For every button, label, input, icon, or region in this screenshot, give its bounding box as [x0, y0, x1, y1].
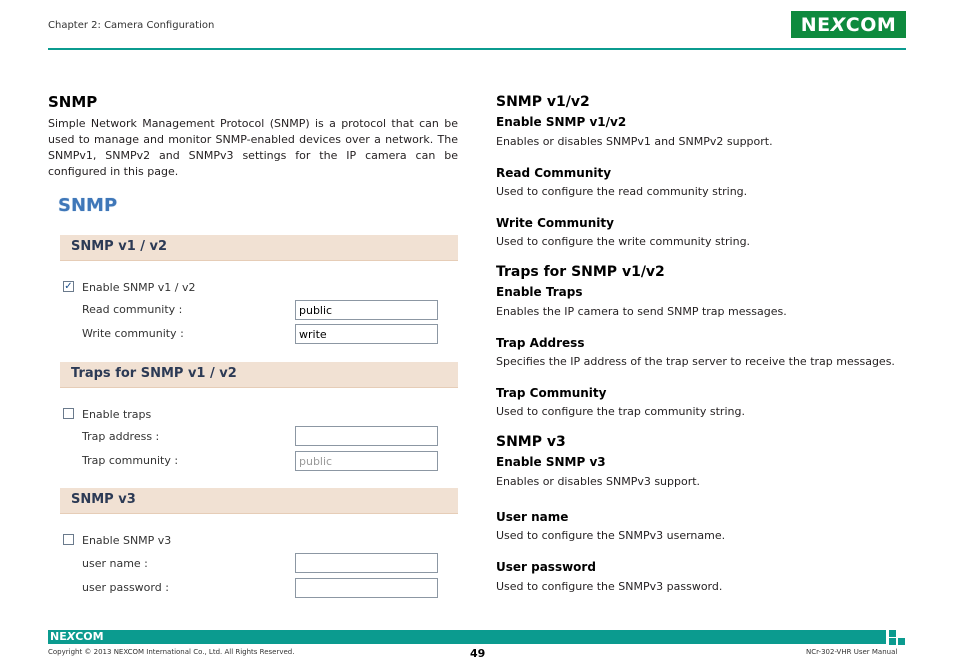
section-header-snmp-v3: SNMP v3	[60, 488, 458, 514]
intro-paragraph: Simple Network Management Protocol (SNMP) is a protocol that can be used to manage and monitor SNMP-enabled devices over a network. The SNMPv1, SNMPv2 and SNMPv3 settings for the IP camera can be configured in this page.	[48, 117, 458, 178]
write-community-input[interactable]: write	[295, 324, 438, 344]
section-header-traps: Traps for SNMP v1 / v2	[60, 362, 458, 388]
footer-bar	[48, 630, 886, 644]
enable-snmp-v1v2-checkbox[interactable]: ✓	[64, 281, 73, 292]
enable-snmp-v3-label: Enable SNMP v3	[82, 534, 172, 547]
desc-trap-community: Used to configure the trap community string.	[496, 405, 745, 418]
heading-snmp-v1v2: SNMP v1/v2	[496, 94, 590, 110]
footer-squares-icon	[889, 630, 906, 645]
enable-snmp-v1v2-label: Enable SNMP v1 / v2	[82, 281, 196, 294]
desc-write-community: Used to configure the write community string.	[496, 235, 751, 248]
enable-snmp-v3-checkbox[interactable]	[63, 534, 74, 545]
heading-user-password: User password	[496, 560, 596, 574]
heading-traps: Traps for SNMP v1/v2	[496, 264, 665, 280]
heading-enable-snmp-v3: Enable SNMP v3	[496, 455, 606, 469]
section-header-snmp-v1v2: SNMP v1 / v2	[60, 235, 458, 261]
desc-user-name: Used to configure the SNMPv3 username.	[496, 529, 726, 542]
heading-user-name: User name	[496, 510, 569, 524]
desc-trap-address: Specifies the IP address of the trap server to receive the trap messages.	[496, 355, 895, 368]
desc-enable-traps: Enables the IP camera to send SNMP trap messages.	[496, 305, 787, 318]
desc-enable-snmp-v1v2: Enables or disables SNMPv1 and SNMPv2 support.	[496, 135, 773, 148]
section-title: SNMP	[48, 93, 98, 111]
heading-trap-address: Trap Address	[496, 336, 585, 350]
desc-enable-snmp-v3: Enables or disables SNMPv3 support.	[496, 475, 701, 488]
user-name-label: user name :	[82, 557, 148, 570]
enable-traps-checkbox[interactable]	[63, 408, 74, 419]
heading-enable-traps: Enable Traps	[496, 285, 583, 299]
trap-community-input[interactable]: public	[295, 451, 438, 471]
read-community-input[interactable]: public	[295, 300, 438, 320]
header-divider	[48, 48, 906, 50]
trap-address-input[interactable]	[295, 426, 438, 446]
page-number: 49	[470, 647, 486, 660]
user-password-label: user password :	[82, 581, 169, 594]
trap-address-label: Trap address :	[82, 430, 160, 443]
heading-write-community: Write Community	[496, 216, 614, 230]
manual-name: NCr-302-VHR User Manual	[806, 648, 898, 656]
heading-trap-community: Trap Community	[496, 386, 607, 400]
read-community-label: Read community :	[82, 303, 183, 316]
heading-snmp-v3: SNMP v3	[496, 434, 566, 450]
heading-enable-snmp-v1v2: Enable SNMP v1/v2	[496, 115, 627, 129]
trap-community-label: Trap community :	[82, 454, 179, 467]
footer-logo: NEXCOM	[50, 630, 104, 643]
write-community-label: Write community :	[82, 327, 184, 340]
desc-read-community: Used to configure the read community string.	[496, 185, 748, 198]
panel-title: SNMP	[58, 195, 118, 216]
desc-user-password: Used to configure the SNMPv3 password.	[496, 580, 723, 593]
heading-read-community: Read Community	[496, 166, 612, 180]
nexcom-logo: NE X COM	[791, 11, 906, 38]
enable-traps-label: Enable traps	[82, 408, 152, 421]
user-name-input[interactable]	[295, 553, 438, 573]
user-password-input[interactable]	[295, 578, 438, 598]
chapter-label: Chapter 2: Camera Configuration	[48, 20, 215, 31]
copyright-text: Copyright © 2013 NEXCOM International Co., Ltd. All Rights Reserved.	[48, 648, 295, 656]
